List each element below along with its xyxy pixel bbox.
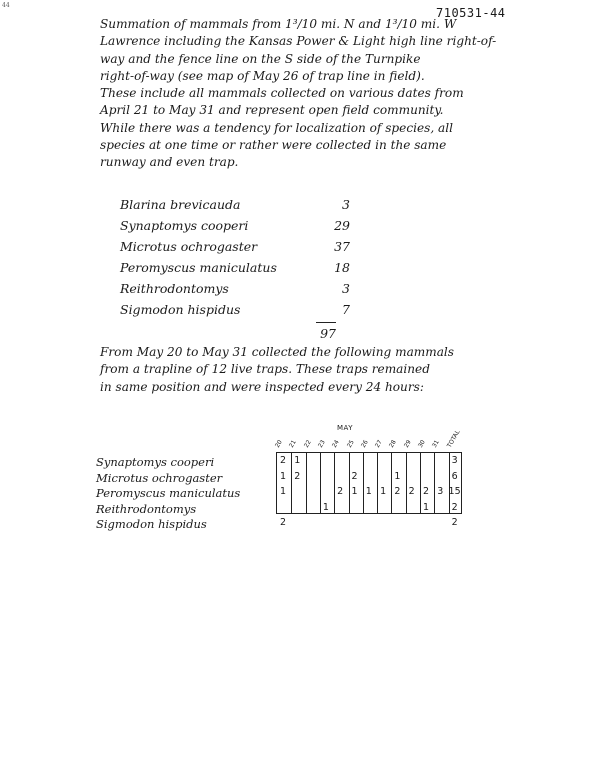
table-cell: 15	[448, 486, 461, 497]
summary-count: 18	[334, 260, 350, 275]
table-cell: 2	[279, 455, 287, 466]
page-id: 710531-44	[436, 6, 506, 20]
intro-line: Summation of mammals from 1³/10 mi. N and 1³/10 mi. W	[100, 17, 457, 31]
trap-species-label: Reithrodontomys	[96, 501, 197, 516]
trapline-line: from a trapline of 12 live traps. These traps remained	[100, 362, 430, 377]
summary-species: Blarina brevicauda	[120, 197, 241, 212]
table-cell: 2	[451, 501, 458, 513]
table-column-header: 20	[273, 438, 284, 449]
table-column-header: 25	[345, 438, 356, 449]
table-cell: 2	[294, 470, 301, 482]
species-summary-list	[120, 197, 350, 323]
table-cell: 3	[437, 486, 444, 497]
table-column-header: 22	[302, 438, 313, 449]
intro-line: right-of-way (see map of May 26 of trap line in field).	[100, 68, 425, 83]
summary-row	[120, 260, 350, 281]
summary-total: 97	[320, 326, 336, 341]
table-cell: 1	[279, 470, 287, 482]
summary-species: Microtus ochrogaster	[120, 239, 258, 254]
table-cell: 1	[351, 486, 358, 497]
summary-species: Reithrodontomys	[120, 281, 229, 296]
trap-species-label: Sigmodon hispidus	[96, 517, 207, 531]
intro-line: Lawrence including the Kansas Power & Light high line right-of-	[100, 34, 497, 49]
table-cell: 6	[451, 470, 458, 482]
summary-count: 37	[334, 239, 350, 254]
trap-species-label: Microtus ochrogaster	[96, 470, 223, 485]
trap-species-label: Peromyscus maniculatus	[96, 486, 241, 500]
trap-species-label: Synaptomys cooperi	[96, 455, 215, 469]
summary-row	[120, 302, 350, 323]
table-cell: 1	[322, 501, 329, 513]
table-column-header: 27	[374, 438, 384, 449]
intro-line: way and the fence line on the S side of the Turnpike	[100, 51, 421, 66]
summary-count: 29	[334, 218, 350, 233]
intro-line: species at one time or rather were collected in the same	[100, 138, 447, 153]
table-column-header: 24	[331, 438, 342, 449]
table-cell: 1	[394, 470, 401, 482]
table-cell: 2	[408, 486, 415, 497]
trap-table-species	[96, 455, 276, 533]
table-column-header: 23	[316, 438, 327, 449]
table-cell: 2	[351, 470, 358, 482]
table-cell: 1	[365, 486, 372, 497]
summary-count: 3	[342, 197, 350, 212]
table-column-header: 29	[402, 438, 413, 449]
summary-species: Sigmodon hispidus	[120, 302, 241, 317]
table-cell: 3	[451, 455, 458, 466]
table-cell: 2	[279, 517, 287, 528]
table-cell: 1	[294, 455, 301, 466]
intro-line: April 21 to May 31 and represent open field community.	[100, 103, 444, 118]
summary-row	[120, 281, 350, 302]
summary-row	[120, 197, 350, 218]
summary-total-rule	[316, 322, 336, 323]
summary-species: Peromyscus maniculatus	[120, 260, 277, 275]
trapline-line: From May 20 to May 31 collected the following mammals	[100, 345, 454, 359]
intro-line: While there was a tendency for localization of species, all	[100, 120, 453, 135]
summary-species: Synaptomys cooperi	[120, 218, 249, 233]
summary-count: 7	[342, 302, 350, 317]
table-cell: 2	[394, 486, 401, 497]
table-cell: 1	[380, 486, 387, 497]
trapline-line: in same position and were inspected every 24 hours:	[100, 379, 424, 394]
table-cell: 2	[422, 486, 430, 497]
table-cell: 1	[422, 501, 430, 513]
table-column-header: 31	[431, 438, 442, 449]
table-column-header: 26	[359, 438, 370, 449]
table-column-header: TOTAL	[445, 429, 462, 449]
trap-table-cells	[276, 455, 462, 528]
table-column-header: 21	[288, 438, 299, 449]
table-cell: 2	[337, 486, 344, 497]
table-cell: 1	[279, 486, 287, 497]
summary-row	[120, 218, 350, 239]
table-month-label: MAY	[337, 424, 354, 432]
table-column-header: 28	[388, 438, 399, 449]
trapline-paragraph	[100, 344, 580, 396]
summary-count: 3	[342, 281, 350, 296]
table-column-headers	[273, 429, 466, 450]
intro-line: runway and even trap.	[100, 155, 239, 170]
summary-row	[120, 239, 350, 260]
intro-paragraph	[100, 16, 580, 172]
table-cell: 2	[451, 517, 458, 528]
intro-line: These include all mammals collected on various dates from	[100, 86, 464, 101]
corner-mark: 44	[2, 2, 10, 9]
table-column-header: 30	[416, 438, 427, 449]
